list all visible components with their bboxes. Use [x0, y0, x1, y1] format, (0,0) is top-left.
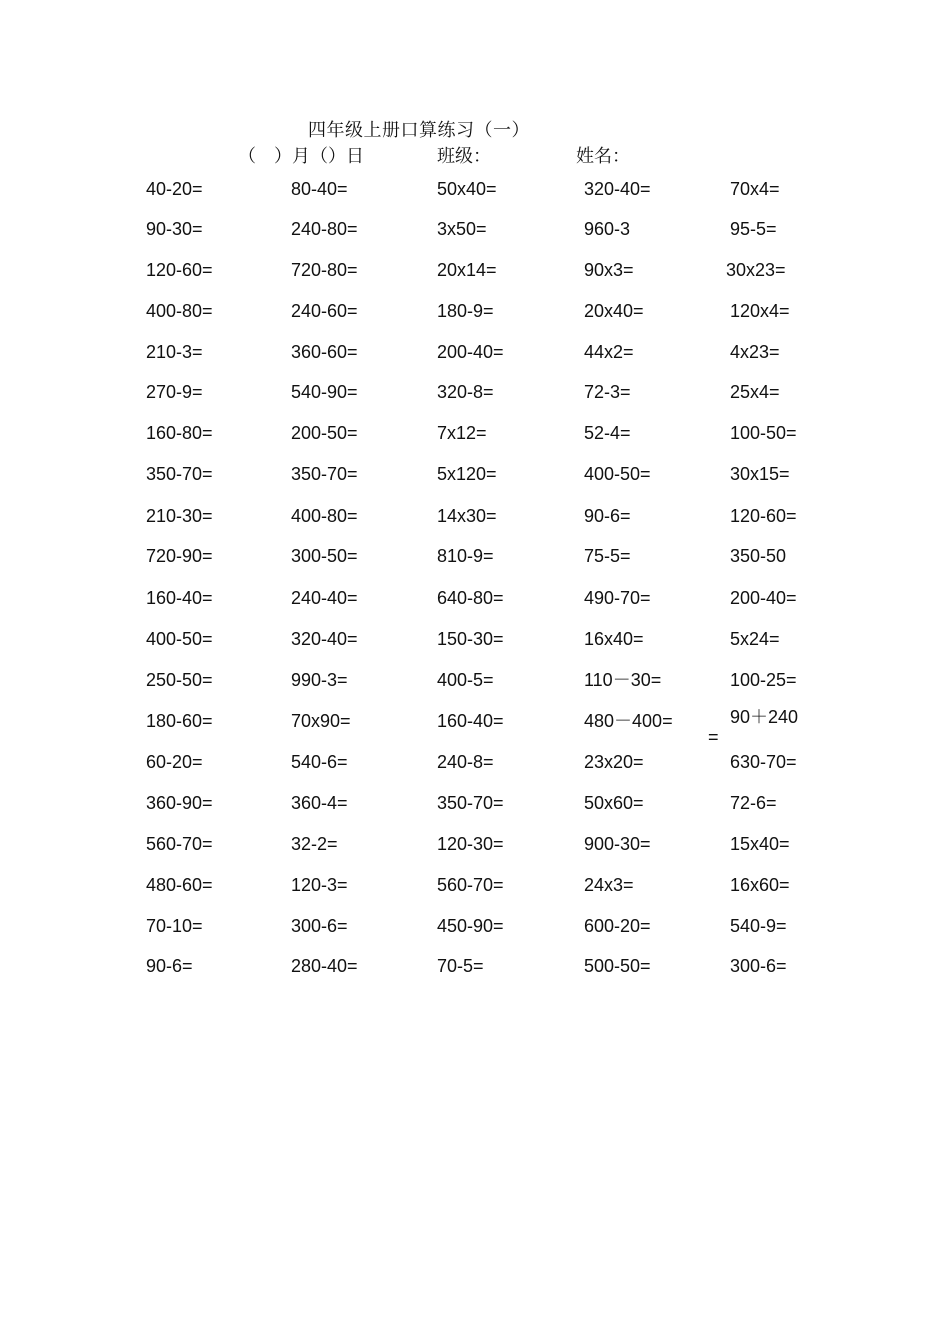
problem-row	[146, 833, 846, 874]
problem-cell: 810-9=	[437, 546, 494, 566]
problem-cell: 40-20=	[146, 179, 203, 199]
problem-cell: 360-90=	[146, 793, 213, 813]
name-label: 姓名：	[576, 146, 630, 167]
problem-cell: 180-9=	[437, 301, 494, 321]
problem-cell: 540-9=	[730, 916, 787, 936]
problem-cell: 5x24=	[730, 629, 780, 649]
problem-cell: 160-80=	[146, 423, 213, 443]
class-label: 班级：	[437, 146, 491, 167]
problem-cell: 300-6=	[730, 956, 787, 976]
problem-cell: 25x4=	[730, 382, 780, 402]
problem-cell: 270-9=	[146, 382, 203, 402]
problem-cell: 150-30=	[437, 629, 504, 649]
problem-cell: 52-4=	[584, 423, 631, 443]
problem-row	[146, 628, 846, 669]
problem-cell: 16x60=	[730, 875, 790, 895]
problem-cell: 70x4=	[730, 179, 780, 199]
problem-cell: 7x12=	[437, 423, 487, 443]
problem-cell: 720-90=	[146, 546, 213, 566]
problem-cell: 70-5=	[437, 956, 484, 976]
problem-cell: 180-60=	[146, 711, 213, 731]
problem-cell: 14x30=	[437, 506, 497, 526]
problem-cell: 900-30=	[584, 834, 651, 854]
problem-row	[146, 792, 846, 833]
problem-cell: 320-40=	[584, 179, 651, 199]
problem-cell: 120-60=	[146, 260, 213, 280]
problem-cell: 24x3=	[584, 875, 634, 895]
problem-cell: 160-40=	[437, 711, 504, 731]
problem-cell: 23x20=	[584, 752, 644, 772]
problem-cell: 320-8=	[437, 382, 494, 402]
problem-cell: 120-30=	[437, 834, 504, 854]
problem-cell: 16x40=	[584, 629, 644, 649]
problem-cell: 640-80=	[437, 588, 504, 608]
problem-row	[146, 587, 846, 628]
problem-cell: 600-20=	[584, 916, 651, 936]
problem-cell: 490-70=	[584, 588, 651, 608]
problem-cell: 350-70=	[291, 464, 358, 484]
problem-cell: 80-40=	[291, 179, 348, 199]
problem-cell: 480－400=	[584, 711, 673, 731]
problem-cell: 480-60=	[146, 875, 213, 895]
problem-cell: 560-70=	[437, 875, 504, 895]
problem-cell: 90x3=	[584, 260, 634, 280]
problem-cell: 20x14=	[437, 260, 497, 280]
worksheet-title: 四年级上册口算练习（一）	[308, 120, 530, 141]
problem-cell: 70-10=	[146, 916, 203, 936]
problem-cell: 100-50=	[730, 423, 797, 443]
problem-cell: 400-80=	[146, 301, 213, 321]
special-problem-equals: =	[708, 727, 719, 747]
problem-cell: 350-70=	[437, 793, 504, 813]
problem-cell: 990-3=	[291, 670, 348, 690]
problem-cell: 240-80=	[291, 219, 358, 239]
problem-cell: 630-70=	[730, 752, 797, 772]
problem-cell: 400-80=	[291, 506, 358, 526]
problem-cell: 560-70=	[146, 834, 213, 854]
problem-cell: 350-70=	[146, 464, 213, 484]
problem-cell: 44x2=	[584, 342, 634, 362]
problem-cell: 240-40=	[291, 588, 358, 608]
problem-cell: 250-50=	[146, 670, 213, 690]
problem-cell: 15x40=	[730, 834, 790, 854]
date-label: （ ）月（）日	[238, 146, 364, 167]
problem-cell: 210-30=	[146, 506, 213, 526]
problem-cell: 4x23=	[730, 342, 780, 362]
problem-cell: 280-40=	[291, 956, 358, 976]
problem-cell: 3x50=	[437, 219, 487, 239]
problem-cell: 200-50=	[291, 423, 358, 443]
problem-row	[146, 463, 846, 504]
problem-row	[146, 422, 846, 463]
problem-cell: 300-50=	[291, 546, 358, 566]
problem-row	[146, 751, 846, 792]
problem-cell: 320-40=	[291, 629, 358, 649]
problem-cell: 30x15=	[730, 464, 790, 484]
problem-row	[146, 300, 846, 341]
problem-cell: 350-50	[730, 546, 787, 566]
problem-cell: 540-90=	[291, 382, 358, 402]
problem-cell: 50x60=	[584, 793, 644, 813]
problem-row	[146, 874, 846, 915]
problem-cell: 360-60=	[291, 342, 358, 362]
problem-cell: 90-6=	[584, 506, 631, 526]
problem-row	[146, 381, 846, 422]
problem-cell: 500-50=	[584, 956, 651, 976]
problem-cell: 95-5=	[730, 219, 777, 239]
special-problem-expression: 90＋240	[730, 707, 799, 727]
problem-cell: 5x120=	[437, 464, 497, 484]
problem-cell: 540-6=	[291, 752, 348, 772]
problem-cell: 450-90=	[437, 916, 504, 936]
problem-cell: 110－30=	[584, 670, 662, 690]
problem-cell: 70x90=	[291, 711, 351, 731]
problem-cell: 20x40=	[584, 301, 644, 321]
problem-cell: 240-8=	[437, 752, 494, 772]
problem-row	[146, 218, 846, 259]
problem-row	[146, 545, 846, 586]
problem-cell: 360-4=	[291, 793, 348, 813]
problem-cell: 160-40=	[146, 588, 213, 608]
problem-cell: 300-6=	[291, 916, 348, 936]
problem-row	[146, 259, 846, 300]
problem-row	[146, 341, 846, 382]
problem-cell: 32-2=	[291, 834, 338, 854]
problem-cell: 120-60=	[730, 506, 797, 526]
problem-cell: 72-3=	[584, 382, 631, 402]
problem-cell: 960-3	[584, 219, 631, 239]
problem-cell: 30x23=	[726, 260, 786, 280]
problem-cell: 75-5=	[584, 546, 631, 566]
problem-cell: 720-80=	[291, 260, 358, 280]
problem-cell: 210-3=	[146, 342, 203, 362]
problem-row	[146, 915, 846, 956]
problem-cell: 200-40=	[730, 588, 797, 608]
problem-cell: 400-5=	[437, 670, 494, 690]
problem-cell: 120-3=	[291, 875, 348, 895]
problem-cell: 60-20=	[146, 752, 203, 772]
problem-row	[146, 505, 846, 546]
problem-cell: 72-6=	[730, 793, 777, 813]
problem-cell: 200-40=	[437, 342, 504, 362]
problem-cell: 100-25=	[730, 670, 797, 690]
problem-cell: 50x40=	[437, 179, 497, 199]
problem-cell: 90-30=	[146, 219, 203, 239]
problem-cell: 240-60=	[291, 301, 358, 321]
problem-cell: 400-50=	[146, 629, 213, 649]
problem-cell: 90-6=	[146, 956, 193, 976]
problem-row	[146, 955, 846, 996]
problem-row	[146, 178, 846, 219]
problem-cell: 400-50=	[584, 464, 651, 484]
problem-cell: 120x4=	[730, 301, 790, 321]
